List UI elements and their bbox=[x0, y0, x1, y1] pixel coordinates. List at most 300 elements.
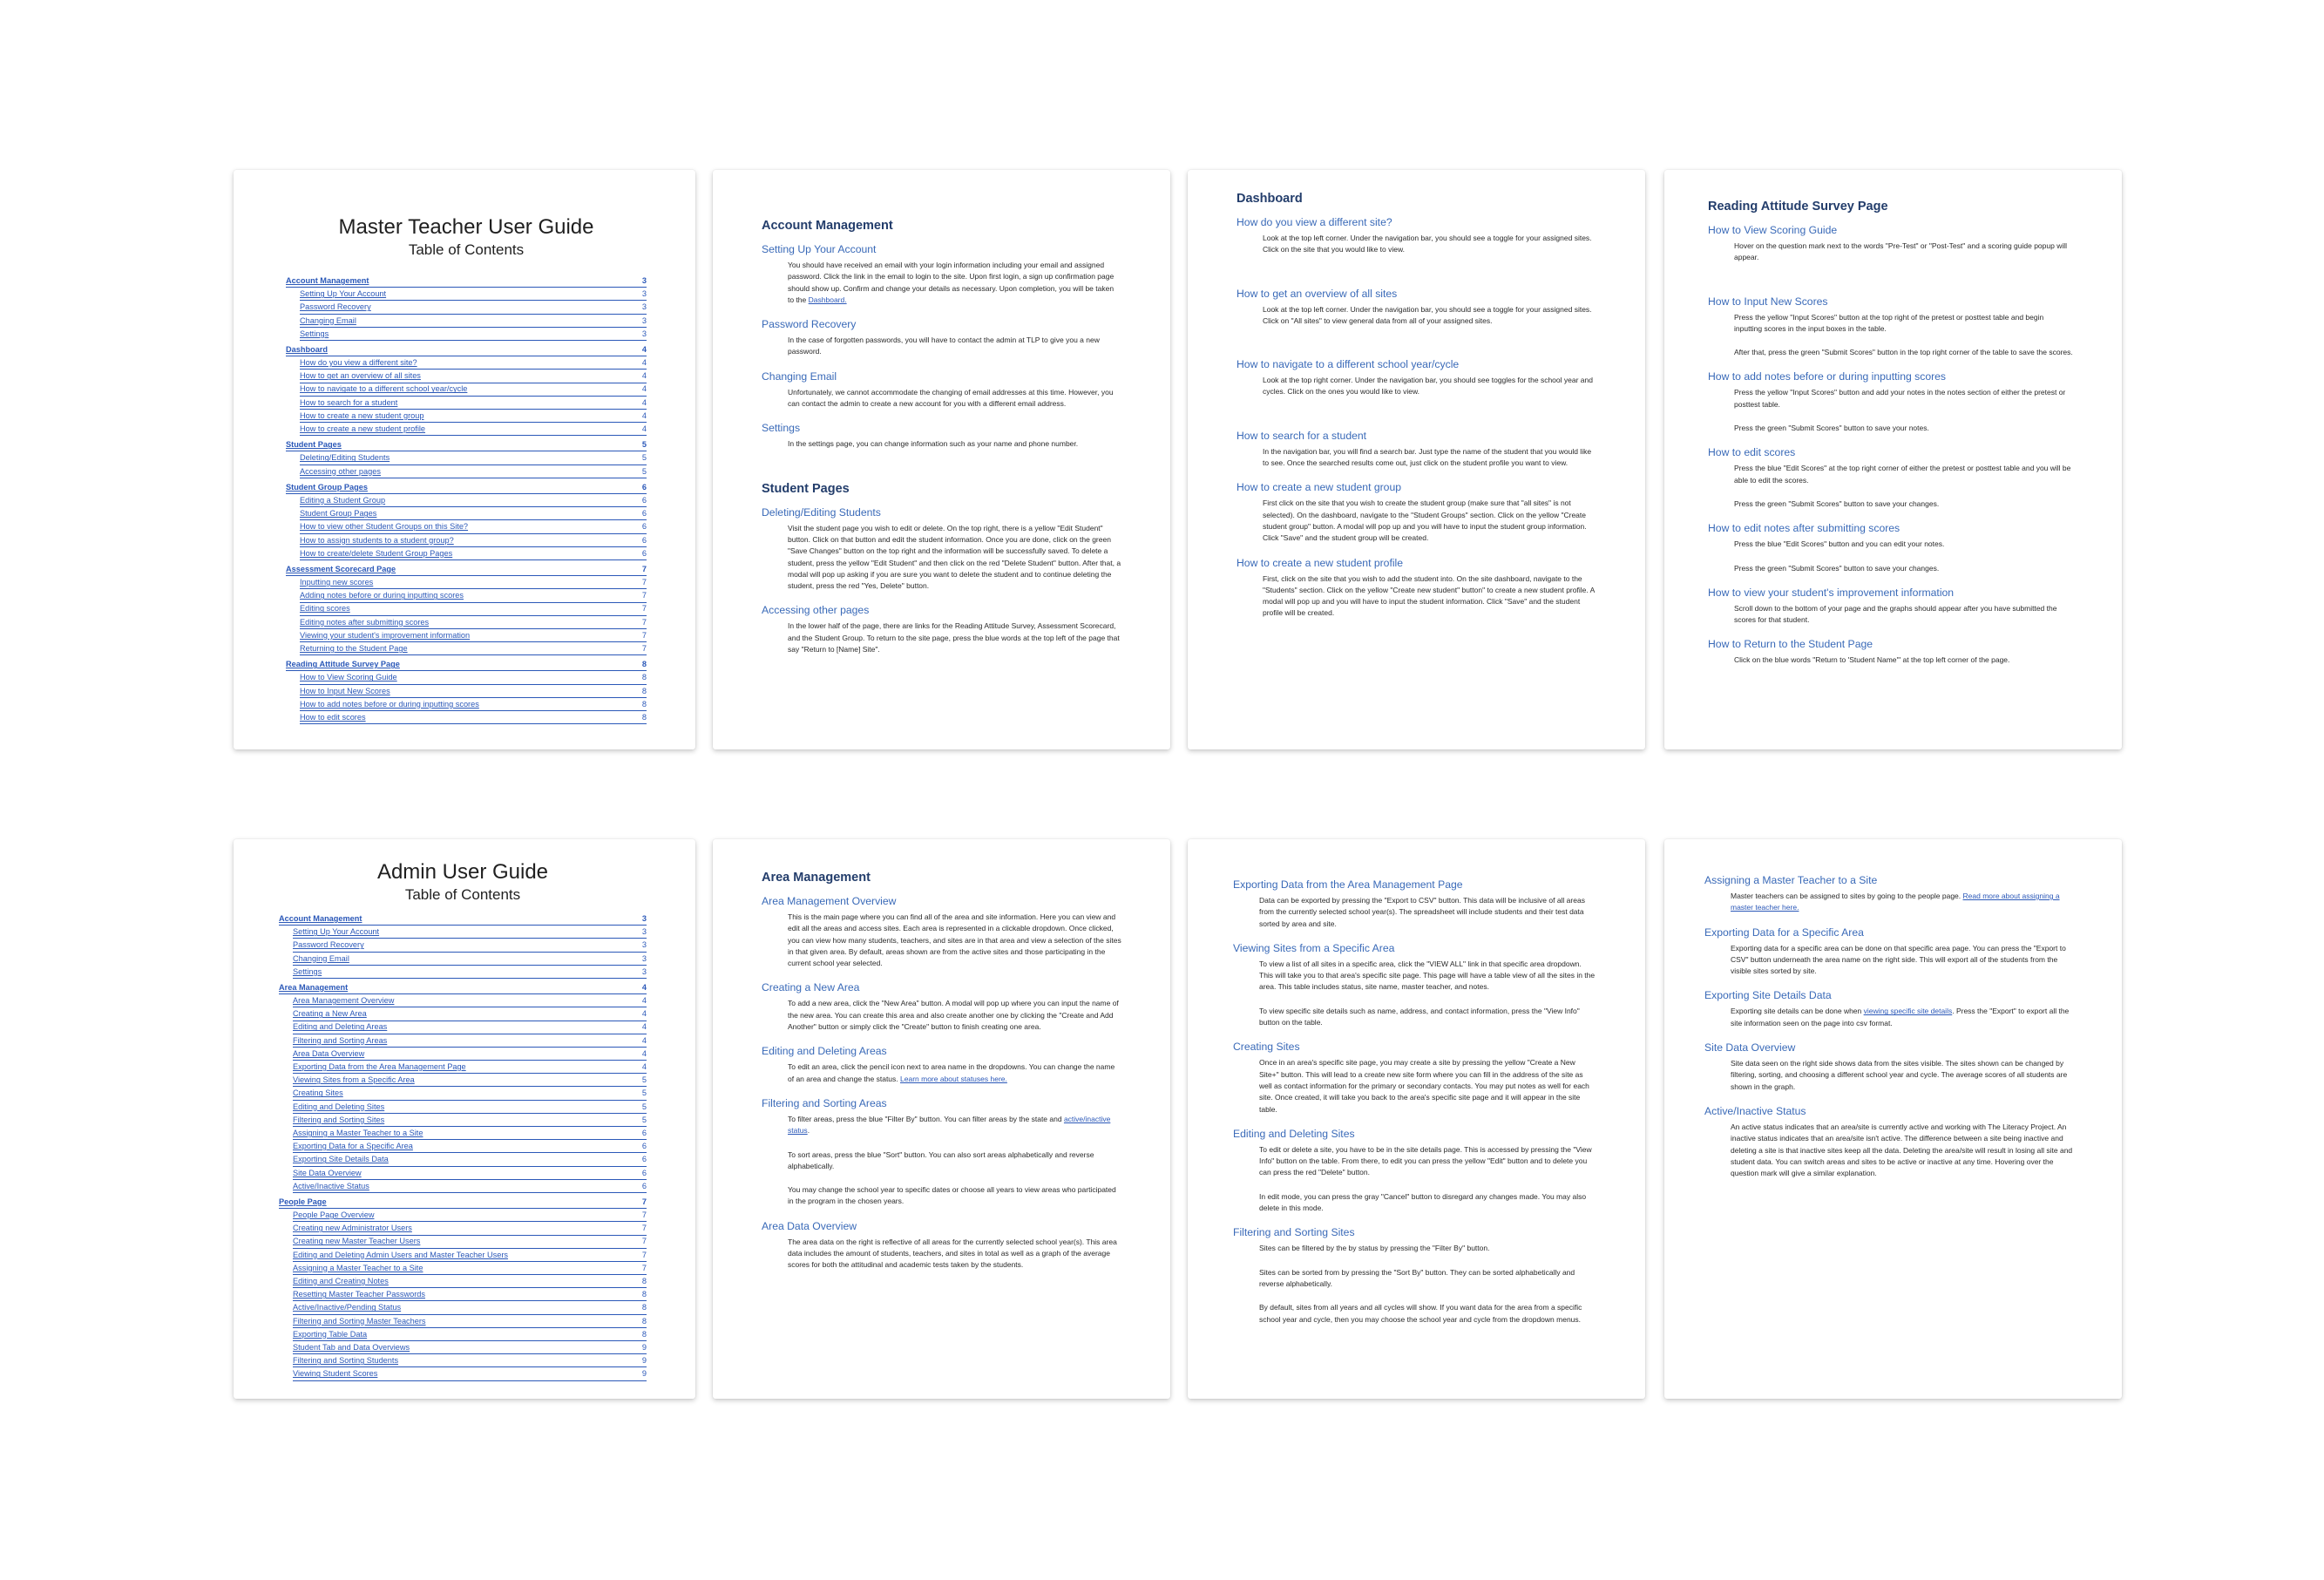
toc-subsection-link[interactable] bbox=[293, 926, 647, 939]
subsection-heading: How to edit notes after submitting scores bbox=[1708, 522, 1901, 535]
toc-subsection-link[interactable] bbox=[300, 603, 647, 616]
toc-page-number: 3 bbox=[641, 913, 647, 923]
toc-subsection-link[interactable] bbox=[293, 1167, 647, 1180]
toc-page-number: 5 bbox=[641, 466, 647, 476]
toc-entry-label: How to add notes before or during inputting scores bbox=[300, 699, 479, 709]
toc-section-link[interactable] bbox=[286, 658, 647, 671]
paragraph bbox=[1259, 1243, 1596, 1254]
toc-subsection-link[interactable] bbox=[300, 642, 647, 655]
toc-page-number: 7 bbox=[641, 1263, 647, 1272]
toc-subsection-link[interactable] bbox=[293, 1222, 647, 1235]
toc-subsection-link[interactable] bbox=[293, 1249, 647, 1262]
toc-page-number: 5 bbox=[641, 1088, 647, 1098]
toc-subsection-link[interactable] bbox=[293, 1061, 647, 1074]
paragraph bbox=[1734, 463, 2073, 486]
paragraph-text: In the navigation bar, you will find a search bar. Just type the name of the student that you would like to see. Once the searched results come out, just click on the student profile you want to view. bbox=[1263, 446, 1592, 468]
inline-link[interactable]: Learn more about statuses here. bbox=[900, 1074, 1007, 1083]
toc-page-number: 6 bbox=[641, 1155, 647, 1164]
toc-page-number: 7 bbox=[641, 1197, 647, 1206]
toc-subsection-link[interactable] bbox=[300, 698, 647, 711]
paragraph-text: Press the yellow "Input Scores" button at the top right of the pretest or posttest table and begin inputting scores in the input boxes in the table. bbox=[1734, 312, 2044, 333]
section-heading: Area Management bbox=[762, 871, 871, 885]
paragraph bbox=[1263, 498, 1596, 544]
subsection-heading: Filtering and Sorting Areas bbox=[762, 1096, 887, 1109]
subsection-heading: How do you view a different site? bbox=[1237, 216, 1392, 228]
toc-page-number: 8 bbox=[641, 673, 647, 682]
paragraph bbox=[1734, 241, 2073, 264]
paragraph bbox=[1734, 312, 2073, 336]
toc-subsection-link[interactable] bbox=[293, 1101, 647, 1114]
toc-subsection-link[interactable] bbox=[300, 534, 647, 547]
toc-subsection-link[interactable] bbox=[300, 685, 647, 698]
paragraph bbox=[788, 523, 1121, 593]
paragraph-text: Exporting data for a specific area can be done on that specific area page. You can press the "Export to CSV" button underneath the area name on the right side. This will export all of the students from the visible sites sorted by site. bbox=[1731, 943, 2066, 976]
toc-page-number: 4 bbox=[641, 397, 647, 407]
subsection-heading: How to Return to the Student Page bbox=[1708, 638, 1873, 651]
toc-page-number: 5 bbox=[641, 440, 647, 450]
toc-section-link[interactable] bbox=[286, 563, 647, 576]
paragraph-text: After that, press the green "Submit Scores" button in the top right corner of the table to save the scores. bbox=[1734, 348, 2073, 357]
toc-entry-label: Deleting/Editing Students bbox=[300, 453, 390, 463]
toc-page-number: 3 bbox=[641, 289, 647, 299]
paragraph-text: First, click on the site that you wish to add the student into. On the site dashboard, navigate to the "Students" section. Click on the yellow "Create new student" button" to create a new student profile. A modal will pop up and you will have to input the student information. Click "Save" and the student profile will be created. bbox=[1263, 573, 1595, 618]
toc-subsection-link[interactable] bbox=[300, 328, 647, 341]
toc-page-number: 6 bbox=[641, 548, 647, 558]
toc-entry-label: Editing scores bbox=[300, 604, 350, 614]
spacer bbox=[1237, 268, 1596, 288]
toc-entry-label: Assigning a Master Teacher to a Site bbox=[293, 1263, 423, 1272]
paragraph-text: You should have received an email with your login information including your email and assigned password. Click the link in the email to login to the site. Upon first login, a sign up confirmation page should show up. Confirm and change your details as necessary. Upon completion, you will be taken to the bbox=[788, 261, 1115, 304]
toc-subsection-link[interactable] bbox=[300, 423, 647, 436]
toc-section-link[interactable] bbox=[286, 343, 647, 356]
toc-entry-label: Editing a Student Group bbox=[300, 495, 386, 505]
toc-entry-label: Exporting Data for a Specific Area bbox=[293, 1142, 413, 1151]
toc-page-number: 4 bbox=[641, 424, 647, 434]
toc-entry-label: Editing and Creating Notes bbox=[293, 1277, 389, 1286]
toc-page-number: 4 bbox=[641, 358, 647, 368]
paragraph-text: Unfortunately, we cannot accommodate the changing of email addresses at this time. However, you can contact the admin to create a new account for you with a different email address. bbox=[788, 387, 1114, 409]
toc-subsection-link[interactable] bbox=[300, 494, 647, 507]
toc-subsection-link[interactable] bbox=[293, 1209, 647, 1222]
toc-page-number: 4 bbox=[641, 344, 647, 354]
subsection-heading: Assigning a Master Teacher to a Site bbox=[1704, 874, 1878, 886]
toc-subsection-link[interactable] bbox=[293, 939, 647, 952]
section-heading: Dashboard bbox=[1237, 192, 1303, 206]
toc-page-number: 7 bbox=[641, 1237, 647, 1246]
subsection-heading: Editing and Deleting Sites bbox=[1233, 1127, 1355, 1140]
subsection-heading: Filtering and Sorting Sites bbox=[1233, 1226, 1355, 1239]
toc-entry-label: How to search for a student bbox=[300, 397, 398, 407]
toc-subsection-link[interactable] bbox=[293, 1007, 647, 1021]
toc-subsection-link[interactable] bbox=[300, 315, 647, 328]
toc-subsection-link[interactable] bbox=[293, 1153, 647, 1166]
toc-entry-label: Active/Inactive/Pending Status bbox=[293, 1303, 402, 1312]
toc-subsection-link[interactable] bbox=[300, 410, 647, 423]
inline-link[interactable]: Dashboard. bbox=[808, 295, 847, 304]
paragraph-text: The area data on the right is reflective of all areas for the currently selected school year(s). This area data includes the amount of students, teachers, and sites in total as well as a graph of the average scores for both the attitudinal and academic tests taken by the students. bbox=[788, 1237, 1117, 1270]
content-page-4 bbox=[713, 839, 1170, 1399]
subsection-heading: How to Input New Scores bbox=[1708, 295, 1828, 308]
content-page-2 bbox=[1188, 170, 1645, 749]
subsection-heading: How to get an overview of all sites bbox=[1237, 287, 1398, 300]
toc-page-number: 7 bbox=[641, 578, 647, 587]
toc-entry-label: How to edit scores bbox=[300, 712, 366, 722]
toc-entry-label: Settings bbox=[293, 966, 322, 976]
toc-entry-label: Accessing other pages bbox=[300, 466, 381, 476]
paragraph-text: . Press the "Export" to export all the site information seen on the page into csv format. bbox=[1731, 1007, 2070, 1027]
paragraph bbox=[788, 912, 1121, 969]
toc-page-number: 7 bbox=[641, 1250, 647, 1259]
toc-page-number: 9 bbox=[641, 1342, 647, 1352]
toc-subsection-link[interactable] bbox=[293, 1367, 647, 1380]
spacer bbox=[1708, 276, 2073, 295]
toc-page-number: 6 bbox=[641, 495, 647, 505]
toc-page-number: 3 bbox=[641, 953, 647, 963]
paragraph bbox=[1734, 387, 2073, 410]
section-heading: Reading Attitude Survey Page bbox=[1708, 200, 1888, 214]
toc-page-number: 3 bbox=[641, 927, 647, 937]
paragraph bbox=[1259, 1144, 1596, 1179]
toc-section-link[interactable] bbox=[286, 438, 647, 451]
toc-subsection-link[interactable] bbox=[293, 1288, 647, 1301]
toc-entry-label: Exporting Table Data bbox=[293, 1329, 368, 1339]
table-of-contents bbox=[286, 275, 647, 724]
toc-page-number: 7 bbox=[641, 1224, 647, 1233]
paragraph-text: To sort areas, press the blue "Sort" button. You can also sort areas alphabetically and reverse alphabetically. bbox=[788, 1149, 1094, 1170]
toc-entry-label: Reading Attitude Survey Page bbox=[286, 660, 400, 669]
paragraph-text: Press the green "Submit Scores" button to save your changes. bbox=[1734, 498, 1940, 508]
toc-page-number: 4 bbox=[641, 996, 647, 1006]
toc-subsection-link[interactable] bbox=[293, 1021, 647, 1034]
paragraph-text: Press the green "Submit Scores" button to save your changes. bbox=[1734, 563, 1940, 573]
toc-page-number: 7 bbox=[641, 630, 647, 640]
toc-section-link[interactable] bbox=[279, 912, 647, 926]
toc-entry-label: Student Pages bbox=[286, 440, 342, 450]
paragraph bbox=[788, 1184, 1121, 1208]
toc-subsection-link[interactable] bbox=[300, 397, 647, 410]
toc-subsection-link[interactable] bbox=[293, 966, 647, 979]
content-page-1 bbox=[713, 170, 1170, 749]
toc-subsection-link[interactable] bbox=[293, 1074, 647, 1087]
subsection-heading: How to create a new student group bbox=[1237, 481, 1402, 494]
toc-entry-label: Changing Email bbox=[293, 953, 349, 963]
paragraph bbox=[1259, 1191, 1596, 1215]
paragraph bbox=[1259, 1267, 1596, 1291]
toc-subsection-link[interactable] bbox=[293, 994, 647, 1007]
toc-subsection-link[interactable] bbox=[293, 1341, 647, 1354]
paragraph bbox=[1731, 891, 2073, 914]
toc-page-number: 4 bbox=[641, 1022, 647, 1032]
subsection-heading: How to navigate to a different school year/cycle bbox=[1237, 358, 1460, 371]
toc-subsection-link[interactable] bbox=[300, 520, 647, 533]
toc-page-number: 8 bbox=[641, 1316, 647, 1326]
toc-page-number: 8 bbox=[641, 1329, 647, 1339]
toc-subsection-link[interactable] bbox=[293, 1048, 647, 1061]
toc-entry-label: Creating a New Area bbox=[293, 1009, 367, 1019]
toc-entry-label: Returning to the Student Page bbox=[300, 644, 408, 654]
toc-page-number: 5 bbox=[641, 453, 647, 463]
toc-subsection-link[interactable] bbox=[300, 589, 647, 602]
subsection-heading: Exporting Data from the Area Management Page bbox=[1233, 878, 1463, 891]
paragraph bbox=[1263, 446, 1596, 470]
paragraph-text: Look at the top right corner. Under the navigation bar, you should see toggles for the school year and cycles. Click on the ones you would like to view. bbox=[1263, 376, 1593, 397]
toc-entry-label: Password Recovery bbox=[300, 302, 371, 312]
subsection-heading: Site Data Overview bbox=[1704, 1041, 1796, 1054]
document-title: Master Teacher User Guide bbox=[338, 215, 594, 239]
subsection-heading: Exporting Data for a Specific Area bbox=[1704, 926, 1864, 939]
toc-entry-label: Viewing your student's improvement information bbox=[300, 630, 471, 640]
toc-subsection-link[interactable] bbox=[293, 1180, 647, 1193]
subsection-heading: Area Management Overview bbox=[762, 895, 897, 907]
subsection-heading: Creating a New Area bbox=[762, 981, 860, 994]
toc-page-number: 6 bbox=[641, 482, 647, 492]
toc-subsection-link[interactable] bbox=[300, 547, 647, 560]
toc-entry-label: Setting Up Your Account bbox=[300, 289, 387, 299]
toc-entry-label: How to navigate to a different school year/cycle bbox=[300, 384, 468, 394]
toc-subsection-link[interactable] bbox=[300, 383, 647, 397]
toc-entry-label: Inputting new scores bbox=[300, 578, 374, 587]
paragraph-text: In the lower half of the page, there are links for the Reading Attitude Survey, Assessment Scorecard, and the Student Group. To return to the site page, press the blue words at the top left of the page that say "Return to [Name] Site". bbox=[788, 621, 1120, 654]
toc-entry-label: How to assign students to a student group? bbox=[300, 535, 454, 545]
toc-entry-label: Editing and Deleting Sites bbox=[293, 1102, 385, 1111]
toc-entry-label: Password Recovery bbox=[293, 940, 364, 950]
toc-entry-label: Editing and Deleting Areas bbox=[293, 1022, 388, 1032]
toc-subsection-link[interactable] bbox=[300, 288, 647, 301]
subsection-heading: Setting Up Your Account bbox=[762, 243, 877, 255]
toc-subsection-link[interactable] bbox=[293, 1315, 647, 1328]
paragraph-text: Sites can be sorted from by pressing the "Sort By" button. They can be sorted alphabetically and reverse alphabetically. bbox=[1259, 1267, 1575, 1288]
paragraph bbox=[1731, 943, 2073, 978]
paragraph bbox=[1259, 959, 1596, 993]
subsection-heading: Editing and Deleting Areas bbox=[762, 1045, 887, 1058]
paragraph bbox=[788, 260, 1121, 306]
toc-section-link[interactable] bbox=[286, 275, 647, 288]
toc-entry-label: Editing and Deleting Admin Users and Master Teacher Users bbox=[293, 1250, 508, 1259]
toc-entry-label: Settings bbox=[300, 329, 329, 338]
toc-entry-label: Student Group Pages bbox=[300, 509, 377, 519]
subsection-heading: How to view your student's improvement information bbox=[1708, 586, 1955, 599]
toc-subsection-link[interactable] bbox=[300, 465, 647, 478]
toc-entry-label: Area Data Overview bbox=[293, 1048, 365, 1058]
toc-entry-label: Active/Inactive Status bbox=[293, 1181, 369, 1190]
toc-page-number: 3 bbox=[641, 275, 647, 285]
paragraph bbox=[788, 335, 1121, 358]
toc-page-number: 8 bbox=[641, 699, 647, 709]
paragraph bbox=[1734, 498, 2073, 510]
paragraph-text: Press the yellow "Input Scores" button and add your notes in the notes section of either the pretest or posttest table. bbox=[1734, 388, 2066, 409]
paragraph-text: By default, sites from all years and all cycles will show. If you want data for the area from a specific school year and cycle, then you may choose the school year and cycle from the dropdown menus. bbox=[1259, 1303, 1582, 1324]
paragraph-text: Press the blue "Edit Scores" button and you can edit your notes. bbox=[1734, 539, 1945, 549]
paragraph-text: Sites can be filtered by the by status by pressing the "Filter By" button. bbox=[1259, 1244, 1490, 1253]
spacer bbox=[1237, 339, 1596, 358]
paragraph bbox=[1259, 1057, 1596, 1115]
paragraph bbox=[788, 1237, 1121, 1271]
paragraph-text: Click on the blue words "Return to 'Student Name'" at the top left corner of the page. bbox=[1734, 655, 2010, 665]
toc-entry-label: Setting Up Your Account bbox=[293, 927, 380, 937]
content-page-3 bbox=[1664, 170, 2122, 749]
subsection-heading: How to create a new student profile bbox=[1237, 556, 1404, 569]
paragraph-text: Press the blue "Edit Scores" at the top right corner of either the pretest or posttest table and you will be able to edit the scores. bbox=[1734, 464, 2071, 485]
toc-subsection-link[interactable] bbox=[293, 1262, 647, 1275]
subsection-heading: Viewing Sites from a Specific Area bbox=[1233, 941, 1395, 954]
paragraph-text: To view specific site details such as name, address, and contact information, press the "View Info" button on the table. bbox=[1259, 1006, 1580, 1027]
toc-entry-label: Dashboard bbox=[286, 344, 328, 354]
paragraph-text: Scroll down to the bottom of your page and the graphs should appear after you have submitted the scores for that student. bbox=[1734, 603, 2057, 625]
toc-entry-label: Viewing Student Scores bbox=[293, 1369, 378, 1379]
toc-subsection-link[interactable] bbox=[300, 451, 647, 465]
toc-subsection-link[interactable] bbox=[300, 507, 647, 520]
inline-link[interactable]: active/inactive status bbox=[788, 1114, 1111, 1136]
toc-entry-label: How to create/delete Student Group Pages bbox=[300, 548, 453, 558]
toc-page-number: 7 bbox=[641, 644, 647, 654]
paragraph bbox=[788, 1149, 1121, 1173]
paragraph-text: In the case of forgotten passwords, you will have to contact the admin at TLP to give you a new password. bbox=[788, 336, 1100, 356]
paragraph bbox=[788, 1114, 1121, 1137]
toc-page-number: 7 bbox=[641, 617, 647, 627]
toc-entry-label: Exporting Data from the Area Management Page bbox=[293, 1062, 466, 1072]
toc-subsection-link[interactable] bbox=[293, 1328, 647, 1341]
toc-entry-label: Resetting Master Teacher Passwords bbox=[293, 1290, 426, 1299]
toc-subsection-link[interactable] bbox=[293, 1127, 647, 1140]
paragraph bbox=[1263, 375, 1596, 398]
toc-subsection-link[interactable] bbox=[293, 1034, 647, 1048]
paragraph bbox=[1734, 539, 2073, 550]
toc-subsection-link[interactable] bbox=[293, 1275, 647, 1288]
paragraph-text: First click on the site that you wish to create the student group (make sure that "all sites" is not selected). On the dashboard, navigate to the "Student Groups" section. Click on the yellow "Create student group" button. A modal will pop up and you will have to input the student group information. Click "Save" and the student group will be created. bbox=[1263, 498, 1587, 543]
toc-entry-label: Viewing Sites from a Specific Area bbox=[293, 1075, 415, 1085]
toc-page-number: 7 bbox=[641, 604, 647, 614]
toc-page-number: 8 bbox=[641, 660, 647, 669]
inline-link[interactable]: Read more about assigning a master teacher here. bbox=[1731, 892, 2060, 912]
paragraph bbox=[1263, 304, 1596, 328]
subsection-heading: Deleting/Editing Students bbox=[762, 505, 881, 519]
toc-subsection-link[interactable] bbox=[300, 629, 647, 642]
paragraph-text: To edit or delete a site, you have to be in the site details page. This is accessed by pressing the "View Info" button on the table. From there, to edit you can press the yellow "Edit" button and to delete you can press the red "Delete" button. bbox=[1259, 1144, 1592, 1177]
toc-page-number: 6 bbox=[641, 1168, 647, 1177]
toc-subsection-link[interactable] bbox=[300, 356, 647, 370]
paragraph-text: In edit mode, you can press the gray "Cancel" button to disregard any changes made. You may also delete in this mode. bbox=[1259, 1191, 1587, 1213]
toc-entry-label: Filtering and Sorting Master Teachers bbox=[293, 1316, 426, 1326]
paragraph bbox=[788, 998, 1121, 1033]
toc-subsection-link[interactable] bbox=[293, 1087, 647, 1100]
toc-page-number: 8 bbox=[641, 712, 647, 722]
toc-subsection-link[interactable] bbox=[300, 671, 647, 684]
toc-entry-label: People Page Overview bbox=[293, 1210, 375, 1220]
toc-entry-label: Editing notes after submitting scores bbox=[300, 617, 430, 627]
toc-subsection-link[interactable] bbox=[300, 301, 647, 314]
toc-subsection-link[interactable] bbox=[293, 1140, 647, 1153]
toc-page-number: 6 bbox=[641, 1142, 647, 1151]
paragraph-text: To filter areas, press the blue "Filter By" button. You can filter areas by the state and bbox=[788, 1114, 1064, 1123]
master-guide-toc-page bbox=[234, 170, 695, 749]
toc-entry-label: How to get an overview of all sites bbox=[300, 371, 421, 381]
admin-guide-toc-page bbox=[234, 839, 695, 1399]
paragraph-text: Site data seen on the right side shows data from the sites visible. The sites shown can be changed by filtering, sorting, and choosing a different school year and cycle. The average scores of all students are shown in the graph. bbox=[1731, 1059, 2068, 1091]
toc-section-link[interactable] bbox=[286, 481, 647, 494]
paragraph-text: Once in an area's specific site page, you may create a site by pressing the yellow "Create a New Site+" button. This will lead to a create new site form where you can fill in the address of the site as well as contact information for the primary or secondary contacts. You may put notes as well for each site. Once created, it will take you back to the area's specific site page and it will appear in the site table. bbox=[1259, 1058, 1589, 1114]
toc-page-number: 6 bbox=[641, 522, 647, 532]
paragraph-text: You may change the school year to specific dates or choose all years to view areas who participated in the program in the chosen years. bbox=[788, 1185, 1116, 1206]
toc-page-number: 6 bbox=[641, 1128, 647, 1137]
toc-entry-label: Exporting Site Details Data bbox=[293, 1155, 389, 1164]
subsection-heading: Accessing other pages bbox=[762, 604, 870, 617]
toc-subsection-link[interactable] bbox=[300, 616, 647, 629]
subsection-heading: Password Recovery bbox=[762, 318, 857, 331]
toc-entry-label: How to Input New Scores bbox=[300, 686, 390, 695]
toc-page-number: 5 bbox=[641, 1115, 647, 1124]
paragraph bbox=[1734, 563, 2073, 574]
toc-subsection-link[interactable] bbox=[293, 953, 647, 966]
paragraph-text: Look at the top left corner. Under the navigation bar, you should see a toggle for your assigned sites. Click on "All sites" to view general data from all of your assigned sites. bbox=[1263, 304, 1592, 325]
toc-page-number: 4 bbox=[641, 410, 647, 420]
toc-page-number: 3 bbox=[641, 329, 647, 338]
document-title: Admin User Guide bbox=[376, 860, 549, 884]
toc-entry-label: Student Tab and Data Overviews bbox=[293, 1342, 410, 1352]
subsection-heading: Creating Sites bbox=[1233, 1041, 1300, 1054]
content-page-6 bbox=[1664, 839, 2122, 1399]
toc-entry-label: How to create a new student profile bbox=[300, 424, 426, 434]
section-heading: Student Pages bbox=[762, 481, 850, 496]
toc-subsection-link[interactable] bbox=[293, 1114, 647, 1127]
toc-entry-label: Creating new Administrator Users bbox=[293, 1224, 412, 1233]
paragraph bbox=[1263, 573, 1596, 620]
toc-subsection-link[interactable] bbox=[293, 1236, 647, 1249]
subsection-heading: How to View Scoring Guide bbox=[1708, 224, 1838, 236]
toc-page-number: 7 bbox=[641, 591, 647, 600]
paragraph-text: To add a new area, click the "New Area" button. A modal will pop up where you can input the name of the new area. You can create this area and also create another one by clicking the "Create and Add Another" button or simply click the "Create" button to finish creating one area. bbox=[788, 999, 1119, 1032]
toc-entry-label: Creating new Master Teacher Users bbox=[293, 1237, 421, 1246]
toc-entry-label: People Page bbox=[279, 1197, 327, 1206]
paragraph bbox=[1734, 654, 2073, 666]
paragraph bbox=[1731, 1006, 2073, 1029]
toc-entry-label: Adding notes before or during inputting scores bbox=[300, 591, 464, 600]
paragraph bbox=[1259, 1006, 1596, 1029]
toc-section-link[interactable] bbox=[279, 981, 647, 994]
paragraph bbox=[788, 438, 1121, 450]
toc-page-number: 4 bbox=[641, 1035, 647, 1045]
paragraph-text: . bbox=[807, 1126, 810, 1136]
inline-link[interactable]: viewing specific site details bbox=[1863, 1007, 1953, 1016]
toc-heading: Table of Contents bbox=[408, 241, 525, 258]
toc-subsection-link[interactable] bbox=[300, 711, 647, 724]
paragraph bbox=[788, 1061, 1121, 1085]
toc-page-number: 9 bbox=[641, 1356, 647, 1366]
subsection-heading: How to edit scores bbox=[1708, 446, 1796, 459]
subsection-heading: How to add notes before or during inputting scores bbox=[1708, 370, 1947, 383]
paragraph-text: In the settings page, you can change information such as your name and phone number. bbox=[788, 439, 1079, 449]
paragraph bbox=[1731, 1058, 2073, 1093]
toc-page-number: 4 bbox=[641, 384, 647, 394]
toc-subsection-link[interactable] bbox=[293, 1301, 647, 1314]
paragraph-text: Look at the top left corner. Under the navigation bar, you should see a toggle for your assigned sites. Click on the site that you would like to view. bbox=[1263, 234, 1592, 254]
paragraph bbox=[1734, 347, 2073, 358]
toc-section-link[interactable] bbox=[279, 1196, 647, 1209]
paragraph bbox=[1263, 233, 1596, 256]
paragraph-text: Data can be exported by pressing the "Export to CSV" button. This data will be inclusive of all areas from the currently selected school year(s). The spreadsheet will include students and their test data sorted by area and site. bbox=[1259, 896, 1585, 928]
paragraph bbox=[788, 620, 1121, 655]
toc-page-number: 3 bbox=[641, 966, 647, 976]
subsection-heading: Settings bbox=[762, 422, 801, 435]
paragraph bbox=[1259, 895, 1596, 930]
toc-subsection-link[interactable] bbox=[293, 1354, 647, 1367]
paragraph bbox=[1731, 1122, 2073, 1179]
toc-subsection-link[interactable] bbox=[300, 370, 647, 383]
paragraph-text: Press the green "Submit Scores" button to save your notes. bbox=[1734, 424, 1929, 433]
table-of-contents bbox=[279, 912, 647, 1381]
toc-page-number: 5 bbox=[641, 1075, 647, 1085]
toc-subsection-link[interactable] bbox=[300, 576, 647, 589]
paragraph bbox=[1734, 603, 2073, 627]
